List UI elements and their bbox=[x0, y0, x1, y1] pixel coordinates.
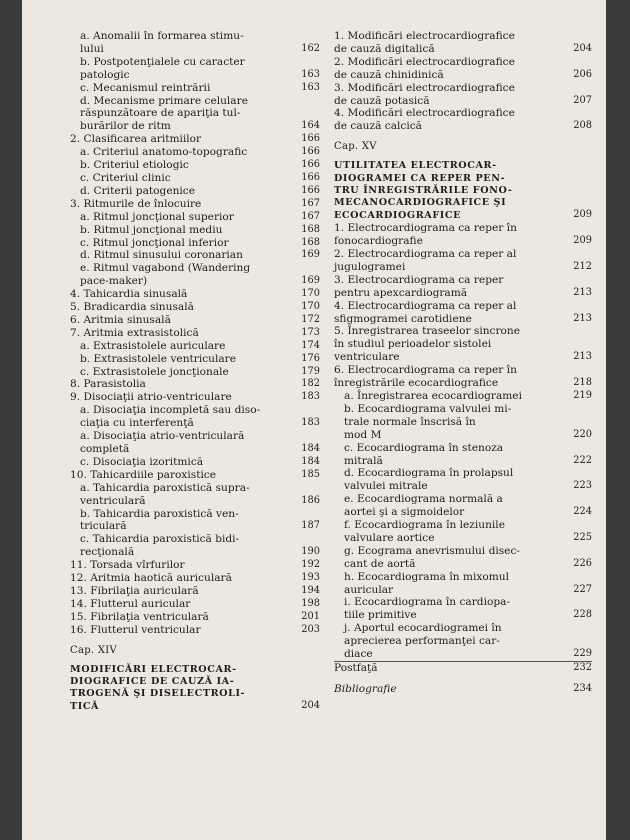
chapter-title-entry-xiv bbox=[70, 658, 320, 714]
toc-entry-label: 2. Modificări electrocardiografice de cauză chinidinică bbox=[334, 55, 515, 81]
toc-entry bbox=[70, 82, 320, 95]
chapter-label-xv: Cap. XV bbox=[334, 141, 377, 153]
toc-entry-page: 190 bbox=[301, 546, 320, 558]
toc-entry-label: e. Ritmul vagabond (Wandering pace-maker) bbox=[80, 262, 251, 288]
toc-entry-page: 226 bbox=[573, 557, 592, 569]
toc-entry bbox=[70, 288, 320, 301]
toc-entry-page: 194 bbox=[301, 584, 320, 596]
toc-entry-label: b. Postpotenţialele cu caracter patologic bbox=[80, 55, 245, 81]
toc-entry-label: 5. Bradicardia sinusală bbox=[70, 301, 194, 314]
toc-entry-page: 225 bbox=[573, 531, 592, 543]
toc-entry-label: 6. Electrocardiograma ca reper în înregistrările ecocardiografice bbox=[334, 364, 517, 390]
toc-entry-label: f. Ecocardiograma în leziunile valvulare aortice bbox=[344, 519, 505, 544]
toc-entry bbox=[70, 301, 320, 314]
toc-entry-page: 207 bbox=[573, 94, 592, 106]
toc-entry bbox=[70, 456, 320, 469]
right-tail bbox=[334, 662, 592, 696]
toc-entry-page: 209 bbox=[573, 235, 592, 247]
toc-entry bbox=[334, 571, 592, 597]
toc-entry-page: 184 bbox=[301, 443, 320, 454]
toc-entry bbox=[70, 95, 320, 134]
toc-entry-page: 213 bbox=[573, 312, 592, 324]
toc-entry-label: 9. Disociaţii atrio-ventriculare bbox=[70, 391, 232, 404]
toc-entry bbox=[70, 146, 320, 159]
toc-entry-label: a. Extrasistolele auriculare bbox=[80, 339, 226, 352]
toc-entry-page: 198 bbox=[301, 597, 320, 609]
toc-entry-label: 8. Parasistolia bbox=[70, 378, 146, 391]
toc-entry-label: 5. Înregistrarea traseelor sincrone în studiul perioadelor sistolei ventriculare bbox=[334, 325, 521, 364]
toc-entry bbox=[70, 224, 320, 237]
toc-entry-page: 187 bbox=[301, 520, 320, 532]
toc-entry-label: 11. Torsada vîrfurilor bbox=[70, 559, 185, 572]
toc-entry-page: 208 bbox=[573, 120, 592, 132]
toc-entry-label: e. Ecocardiograma normală a aortei şi a sigmoidelor bbox=[344, 493, 503, 519]
toc-entry-label: a. Ritmul joncţional superior bbox=[80, 210, 234, 223]
toc-entry-label: a. Tahicardia paroxistică supra- ventriculară bbox=[80, 481, 250, 507]
toc-entry bbox=[70, 585, 320, 598]
toc-entry-page: 166 bbox=[301, 133, 320, 145]
chapter-page-xv: 209 bbox=[573, 209, 592, 221]
toc-entry-page: 167 bbox=[301, 210, 320, 222]
toc-entry-label: 3. Electrocardiograma ca reper pentru apexcardiogramă bbox=[334, 273, 504, 299]
toc-entry-page: 229 bbox=[573, 648, 592, 660]
toc-entry bbox=[334, 300, 592, 326]
right-top-entries bbox=[334, 30, 592, 133]
toc-entry bbox=[70, 366, 320, 379]
toc-entry-label: g. Ecograma anevrismului disec- cant de aortă bbox=[344, 544, 520, 570]
toc-entry-label: a. Disociaţia atrio-ventriculară completă bbox=[80, 430, 245, 455]
toc-entry-label: a. Criteriul anatomo-topografic bbox=[80, 146, 248, 159]
toc-entry-label: Postfaţă bbox=[334, 662, 378, 674]
toc-entry bbox=[70, 559, 320, 572]
toc-entry bbox=[70, 159, 320, 172]
toc-entry-label: c. Ritmul joncţional inferior bbox=[80, 236, 229, 249]
toc-entry-label: 1. Electrocardiograma ca reper în fonocardiografie bbox=[334, 222, 517, 248]
toc-entry-page: 166 bbox=[301, 184, 320, 196]
chapter-page-xiv: 204 bbox=[301, 700, 320, 712]
toc-entry-label: 4. Electrocardiograma ca reper al sfigmogramei carotidiene bbox=[334, 299, 517, 325]
toc-entry-label: 12. Aritmia haotică auriculară bbox=[70, 572, 232, 585]
toc-entry bbox=[70, 572, 320, 585]
toc-entry bbox=[334, 683, 592, 696]
toc-entry-page: 203 bbox=[301, 623, 320, 635]
chapter-title-entry-xv bbox=[334, 154, 592, 222]
toc-entry bbox=[70, 469, 320, 482]
toc-entry-page: 174 bbox=[301, 339, 320, 351]
toc-entry-page: 162 bbox=[301, 42, 320, 54]
toc-entry-page: 183 bbox=[301, 391, 320, 403]
toc-entry-page: 227 bbox=[573, 583, 592, 595]
toc-entry bbox=[334, 390, 592, 403]
toc-entry-label: 2. Clasificarea aritmiilor bbox=[70, 133, 202, 146]
toc-entry bbox=[70, 404, 320, 430]
toc-entry-label: a. Înregistrarea ecocardiogramei bbox=[344, 389, 522, 402]
book-page bbox=[22, 0, 606, 840]
toc-entry bbox=[70, 198, 320, 211]
toc-entry-label: a. Disociaţia incompletă sau diso- ciaţia cu interferenţă bbox=[80, 404, 261, 430]
toc-entry-label: c. Ecocardiograma în stenoza mitrală bbox=[344, 441, 504, 467]
toc-entry-label: 1. Modificări electrocardiografice de cauză digitalică bbox=[334, 30, 515, 55]
toc-entry bbox=[334, 107, 592, 133]
toc-entry bbox=[334, 82, 592, 108]
toc-entry-label: d. Criterii patogenice bbox=[80, 184, 196, 197]
toc-entry bbox=[70, 262, 320, 288]
toc-entry-page: 213 bbox=[573, 286, 592, 298]
toc-entry bbox=[334, 248, 592, 274]
toc-entry-page: 212 bbox=[573, 260, 592, 272]
toc-entry-page: 213 bbox=[573, 351, 592, 363]
toc-entry-label: 4. Tahicardia sinusală bbox=[70, 288, 188, 301]
toc-entry bbox=[70, 30, 320, 56]
toc-entry-page: 184 bbox=[301, 455, 320, 467]
toc-entry-label: 13. Fibrilaţia auriculară bbox=[70, 584, 199, 597]
toc-entry-page: 163 bbox=[301, 68, 320, 80]
chapter-title-xiv: MODIFICĂRI ELECTROCAR- DIOGRAFICE DE CAUZĂ IA- TROGENĂ ŞI DISELECTROLI- TICĂ bbox=[70, 663, 246, 712]
toc-entry bbox=[334, 442, 592, 468]
toc-entry-page: 168 bbox=[301, 236, 320, 248]
toc-entry-page: 220 bbox=[573, 428, 592, 440]
toc-entry bbox=[334, 545, 592, 571]
chapter-label-xiv: Cap. XIV bbox=[70, 644, 118, 656]
toc-entry bbox=[70, 482, 320, 508]
toc-entry-page: 166 bbox=[301, 159, 320, 171]
toc-entry-page: 169 bbox=[301, 249, 320, 261]
toc-entry-page: 166 bbox=[301, 171, 320, 183]
toc-entry-label: 15. Fibrilaţia ventriculară bbox=[70, 610, 209, 623]
toc-entry bbox=[70, 172, 320, 185]
toc-entry-page: 222 bbox=[573, 454, 592, 466]
toc-entry bbox=[334, 364, 592, 390]
toc-entry bbox=[70, 237, 320, 250]
toc-entry-page: 192 bbox=[301, 559, 320, 571]
toc-entry-page: 228 bbox=[573, 609, 592, 621]
right-entries bbox=[334, 222, 592, 662]
toc-entry-page: 232 bbox=[573, 662, 592, 673]
toc-entry-page: 168 bbox=[301, 223, 320, 235]
toc-entry bbox=[70, 133, 320, 146]
toc-entry-page: 173 bbox=[301, 326, 320, 338]
toc-entry-page: 206 bbox=[573, 68, 592, 80]
toc-entry-label: 3. Ritmurile de înlocuire bbox=[70, 197, 202, 210]
toc-entry bbox=[70, 533, 320, 559]
toc-entry-label: 3. Modificări electrocardiografice de cauză potasică bbox=[334, 81, 515, 107]
toc-entry-label: i. Ecocardiograma în cardiopa- tiile primitive bbox=[344, 596, 511, 622]
toc-entry-page: 186 bbox=[301, 494, 320, 506]
toc-entry-page: 176 bbox=[301, 352, 320, 364]
toc-entry bbox=[70, 56, 320, 82]
toc-entry-label: 2. Electrocardiograma ca reper al jugulogramei bbox=[334, 248, 517, 273]
toc-entry bbox=[70, 378, 320, 391]
toc-entry bbox=[70, 211, 320, 224]
toc-entry-page: 185 bbox=[301, 468, 320, 480]
toc-entry bbox=[334, 56, 592, 82]
toc-entry-label: 7. Aritmia extrasistolică bbox=[70, 326, 199, 339]
toc-entry bbox=[70, 249, 320, 262]
toc-entry-page: 219 bbox=[573, 389, 592, 401]
toc-entry-label: 16. Flutterul ventricular bbox=[70, 623, 201, 636]
toc-entry-label: 4. Modificări electrocardiografice de cauză calcică bbox=[334, 107, 515, 133]
toc-entry-page: 223 bbox=[573, 480, 592, 492]
toc-entry-page: 163 bbox=[301, 81, 320, 93]
toc-entry-page: 166 bbox=[301, 146, 320, 158]
toc-entry bbox=[70, 314, 320, 327]
toc-entry-label: Bibliografie bbox=[334, 682, 397, 695]
toc-entry bbox=[70, 353, 320, 366]
toc-entry-label: a. Anomalii în formarea stimu- lului bbox=[80, 30, 244, 55]
chapter-title-xv: UTILITATEA ELECTROCAR- DIOGRAMEI CA REPER PEN- TRU ÎNREGISTRĂRILE FONO- MECANOCARDIOGRAFICE ŞI ECOCARDIOGRAFICE bbox=[334, 160, 513, 221]
toc-entry-label: c. Tahicardia paroxistică bidi- recţională bbox=[80, 533, 240, 559]
toc-entry-page: 169 bbox=[301, 275, 320, 287]
toc-entry-label: j. Aportul ecocardiogramei în aprecierea performanţei car- diace bbox=[344, 622, 502, 661]
toc-entry bbox=[334, 596, 592, 622]
toc-entry-page: 193 bbox=[301, 572, 320, 584]
toc-entry bbox=[70, 327, 320, 340]
toc-entry bbox=[334, 30, 592, 56]
toc-entry-label: c. Criteriul clinic bbox=[80, 171, 171, 184]
toc-entry bbox=[70, 611, 320, 624]
toc-entry-label: 6. Aritmia sinusală bbox=[70, 313, 171, 326]
toc-entry-page: 182 bbox=[301, 378, 320, 390]
toc-entry-label: h. Ecocardiograma în mixomul auricular bbox=[344, 570, 509, 596]
toc-entry bbox=[334, 622, 592, 662]
toc-entry-page: 179 bbox=[301, 365, 320, 377]
toc-entry bbox=[334, 519, 592, 545]
toc-entry-label: 10. Tahicardiile paroxistice bbox=[70, 468, 217, 481]
toc-entry bbox=[334, 493, 592, 519]
toc-entry-label: b. Criteriul etiologic bbox=[80, 159, 189, 172]
toc-entry bbox=[334, 222, 592, 248]
toc-entry bbox=[334, 467, 592, 493]
toc-entry-label: b. Tahicardia paroxistică ven- triculară bbox=[80, 507, 239, 533]
toc-entry bbox=[70, 598, 320, 611]
toc-entry-label: c. Disociaţia izoritmică bbox=[80, 455, 204, 468]
toc-entry-label: d. Mecanisme primare celulare răspunzătoare de apariţia tul- burărilor de ritm bbox=[80, 94, 248, 133]
toc-entry bbox=[70, 508, 320, 534]
toc-entry bbox=[70, 391, 320, 404]
toc-entry-label: d. Ritmul sinusului coronarian bbox=[80, 249, 243, 262]
toc-entry-page: 170 bbox=[301, 288, 320, 300]
right-column bbox=[334, 30, 592, 696]
toc-entry bbox=[334, 274, 592, 300]
toc-entry-label: d. Ecocardiograma în prolapsul valvulei mitrale bbox=[344, 467, 514, 493]
toc-entry-page: 167 bbox=[301, 197, 320, 209]
toc-entry-label: c. Mecanismul reintrării bbox=[80, 81, 211, 94]
toc-entry-page: 234 bbox=[573, 682, 592, 694]
toc-entry bbox=[334, 403, 592, 442]
toc-entry-page: 183 bbox=[301, 417, 320, 429]
toc-entry-page: 172 bbox=[301, 313, 320, 325]
toc-entry-label: c. Extrasistolele joncţionale bbox=[80, 365, 229, 378]
toc-entry bbox=[334, 662, 592, 675]
toc-entry bbox=[70, 340, 320, 353]
toc-entry bbox=[334, 325, 592, 364]
toc-entry-page: 170 bbox=[301, 301, 320, 313]
toc-entry-label: 14. Flutterul auricular bbox=[70, 597, 191, 610]
toc-entry-label: b. Ecocardiograma valvulei mi- trale normale înscrisă în mod M bbox=[344, 402, 512, 441]
toc-entry bbox=[70, 430, 320, 456]
toc-entry-page: 164 bbox=[301, 120, 320, 132]
toc-entry-page: 218 bbox=[573, 377, 592, 389]
toc-entry-page: 204 bbox=[573, 42, 592, 54]
left-column bbox=[70, 30, 320, 713]
toc-entry-label: b. Ritmul joncţional mediu bbox=[80, 223, 223, 236]
toc-entry-page: 201 bbox=[301, 610, 320, 622]
toc-entry bbox=[70, 185, 320, 198]
toc-entry-page: 224 bbox=[573, 506, 592, 518]
toc-entry-label: b. Extrasistolele ventriculare bbox=[80, 352, 237, 365]
toc-entry bbox=[70, 624, 320, 637]
